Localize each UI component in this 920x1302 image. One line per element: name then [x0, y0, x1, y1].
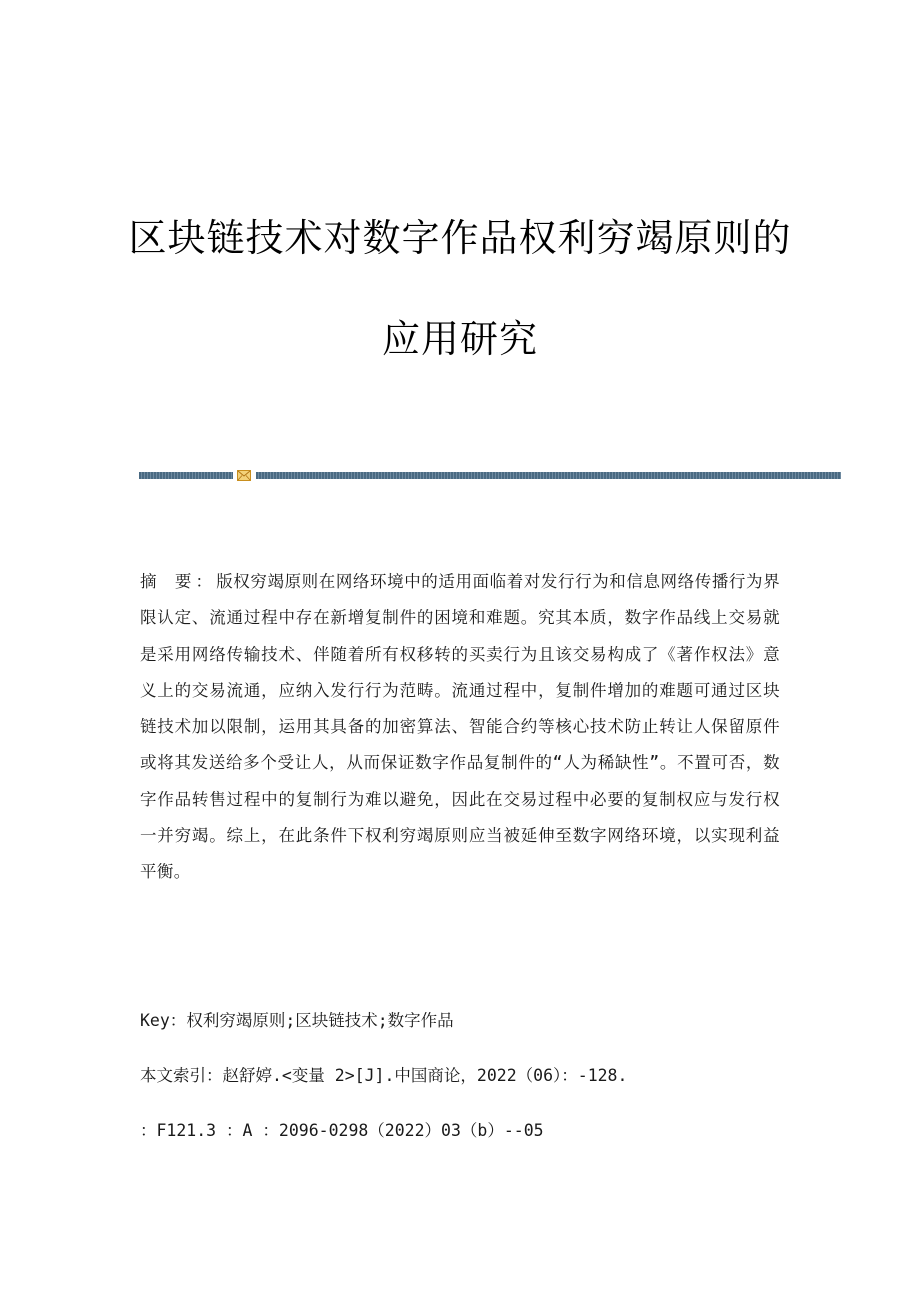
divider-bar-left — [139, 472, 233, 479]
abstract-text: 版权穷竭原则在网络环境中的适用面临着对发行行为和信息网络传播行为界限认定、流通过程中存在新增复制件的困境和难题。究其本质，数字作品线上交易就是采用网络传输技术、伴随着所有权移转的买卖行为且该交易构成了《著作权法》意义上的交易流通，应纳入发行行为范畴。流通过程中，复制件增加的难题可通过区块链技术加以限制，运用其具备的加密算法、智能合约等核心技术防止转让人保留原件或将其发送给多个受让人，从而保证数字作品复制件的“人为稀缺性”。不置可否，数字作品转售过程中的复制行为难以避免，因此在交易过程中必要的复制权应与发行权一并穷竭。综上，在此条件下权利穷竭原则应当被延伸至数字网络环境，以实现利益平衡。 — [140, 572, 781, 882]
divider-ornament-icon — [237, 470, 251, 481]
abstract-label: 摘 要： — [140, 572, 217, 591]
page-title-line-2: 应用研究 — [381, 317, 538, 361]
keywords-line — [140, 1008, 454, 1034]
citation-line: 本文索引：赵舒婷.<变量 2>[J].中国商论，2022（06）：-128. — [140, 1066, 628, 1085]
divider-bar-right — [256, 472, 841, 479]
title-divider — [139, 470, 841, 481]
page-title-line-1: 区块链技术对数字作品权利穷竭原则的 — [128, 216, 792, 260]
keywords-text: 权利穷竭原则;区块链技术;数字作品 — [186, 1011, 454, 1030]
keywords-label: Key： — [140, 1011, 187, 1030]
classification-line: ：F121.3 ：A ：2096-0298（2022）03（b）--05 — [140, 1121, 544, 1140]
abstract-paragraph — [140, 564, 780, 891]
